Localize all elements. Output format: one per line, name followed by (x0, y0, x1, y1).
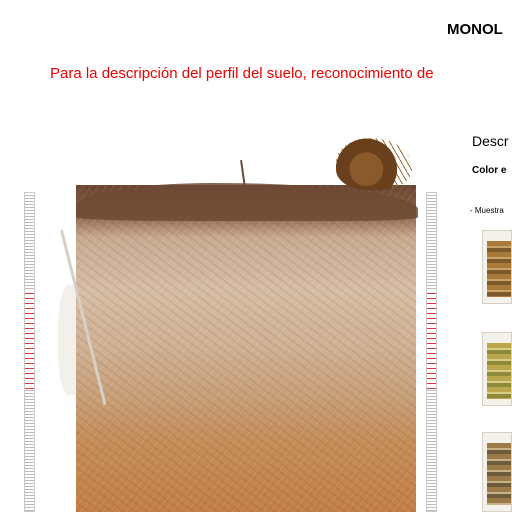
page-title: MONOL (447, 21, 503, 38)
color-label: Color e (472, 165, 507, 176)
page-subtitle: Para la descripción del perfil del suelo, reconocimiento de (50, 65, 434, 82)
soil-profile-image (76, 185, 416, 512)
soil-texture (76, 185, 416, 512)
sample-label: - Muestra (470, 206, 504, 215)
plant-root-clump (336, 138, 412, 190)
munsell-chart-thumbnail-1 (482, 230, 512, 304)
left-ruler-icon (24, 192, 35, 512)
munsell-chart-thumbnail-2 (482, 332, 512, 406)
munsell-chart-thumbnail-3 (482, 432, 512, 512)
description-heading: Descr (472, 133, 509, 149)
right-ruler-icon (426, 192, 437, 512)
